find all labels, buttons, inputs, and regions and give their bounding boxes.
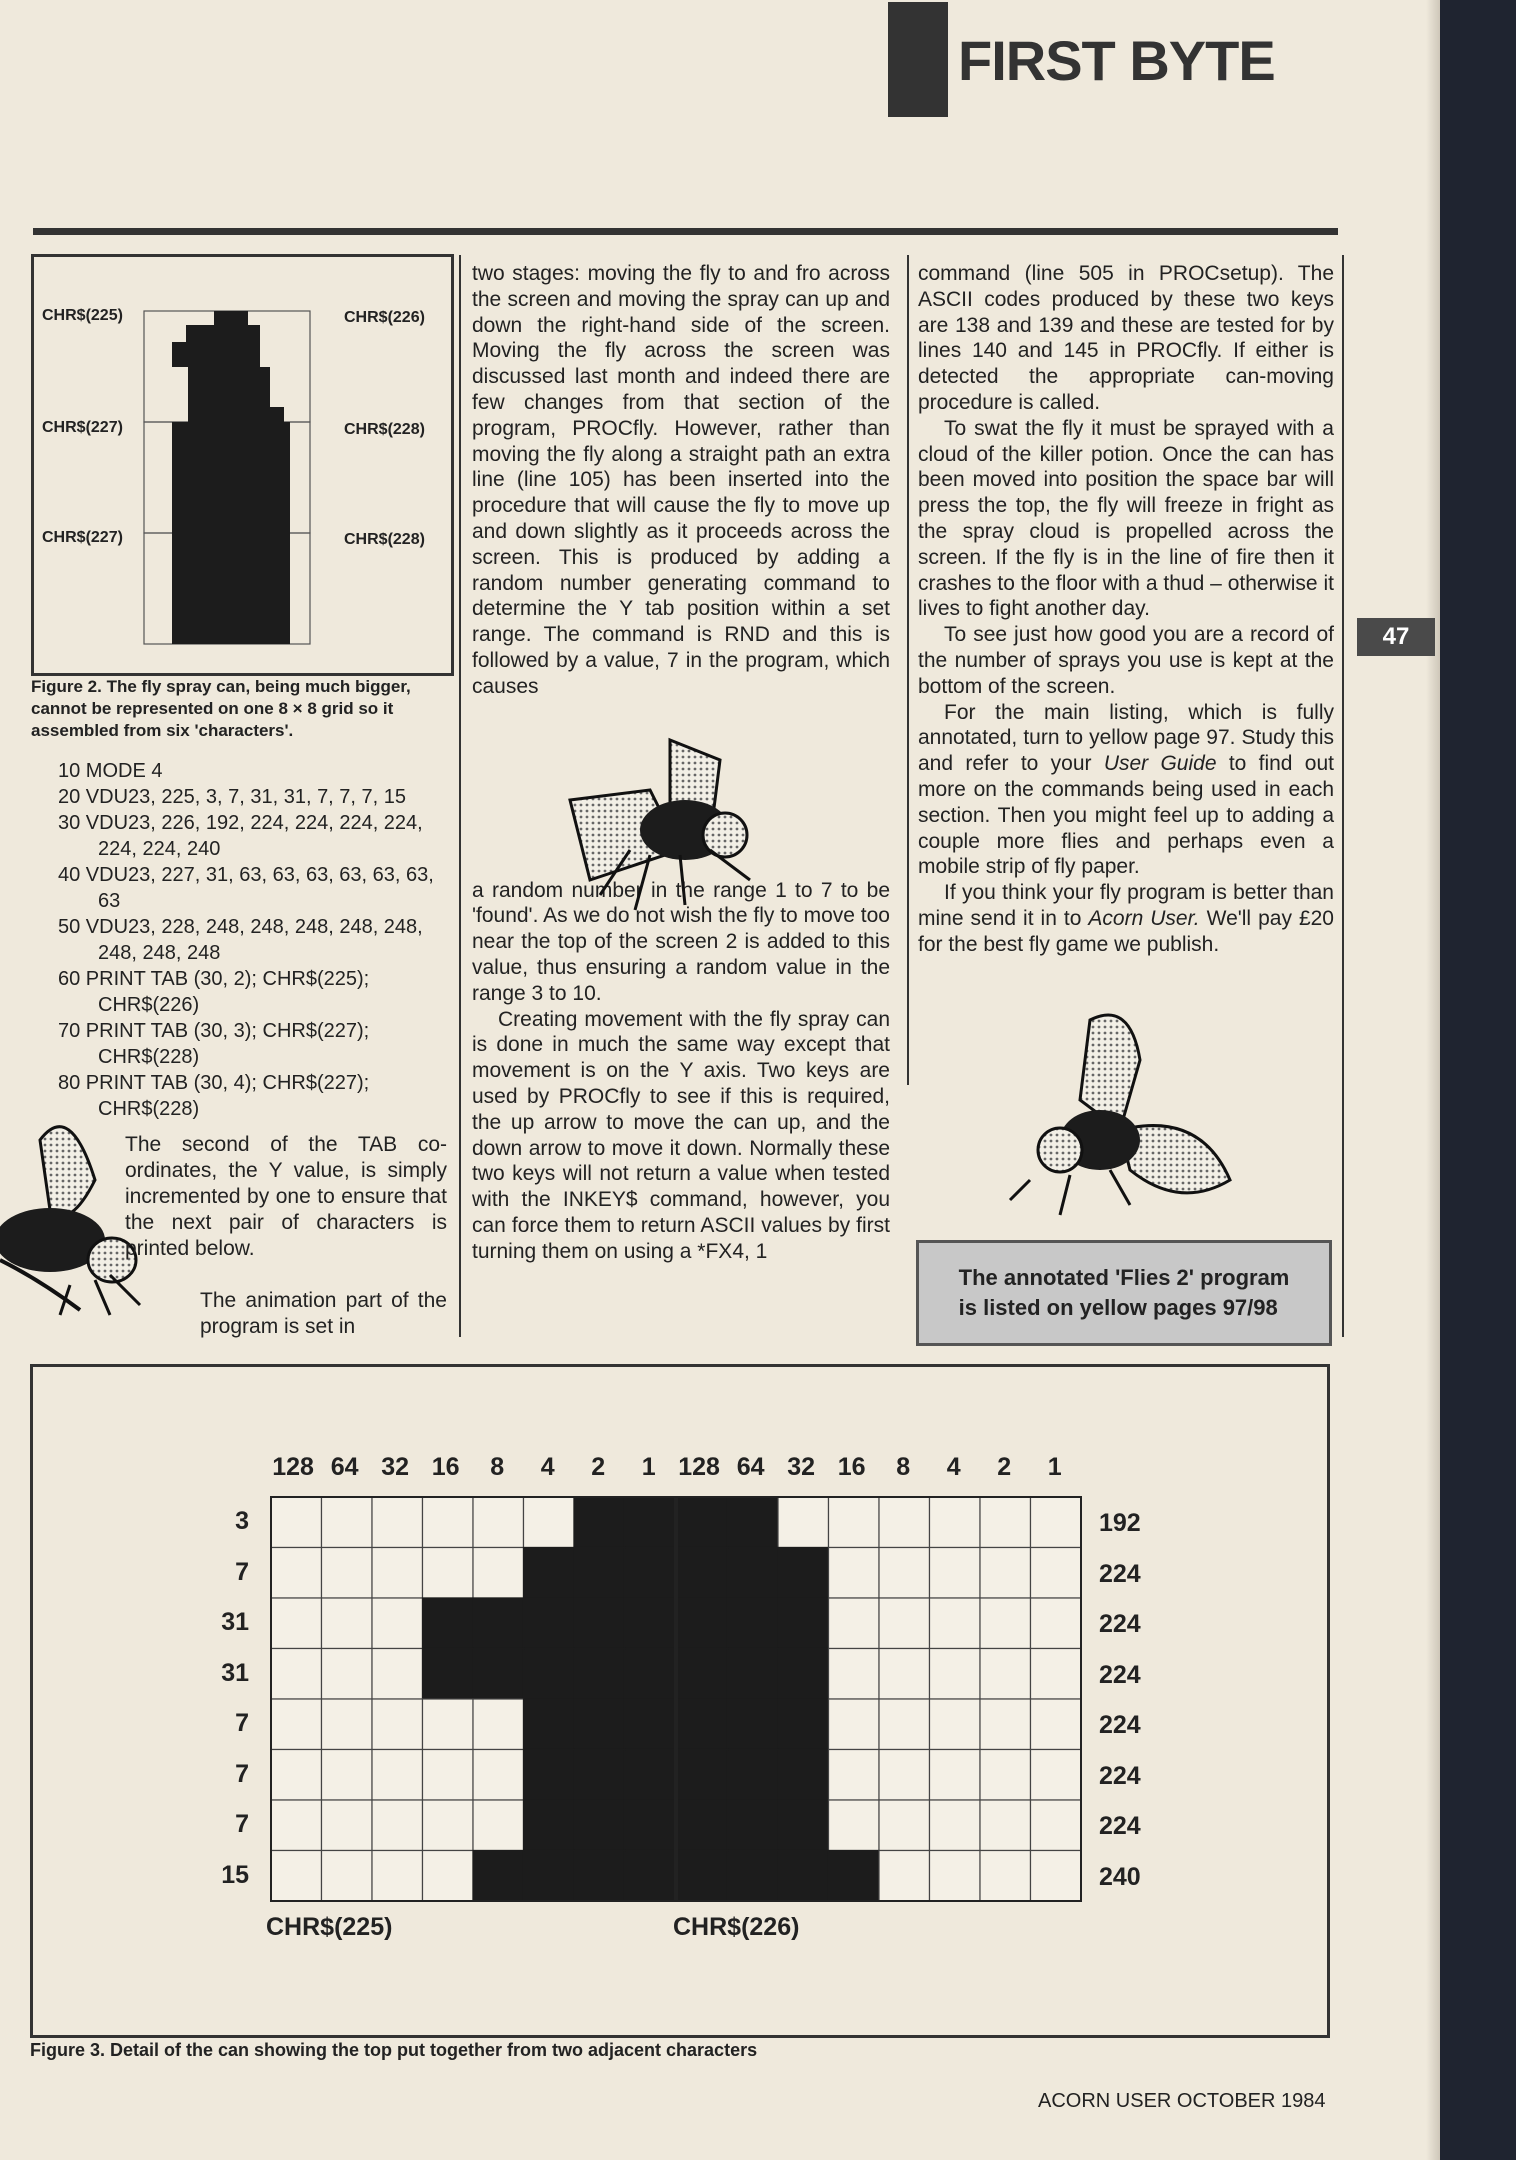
bit-value-header: 128 bbox=[678, 1453, 720, 1481]
right-bit-cell bbox=[930, 1497, 981, 1548]
left-bit-cell bbox=[423, 1598, 474, 1649]
right-bit-cell bbox=[728, 1800, 779, 1851]
bit-value-header: 4 bbox=[540, 1453, 555, 1481]
row-value-right: 224 bbox=[1099, 1812, 1141, 1840]
right-bit-cell bbox=[980, 1598, 1031, 1649]
right-bit-cell bbox=[1031, 1851, 1082, 1902]
left-bit-cell bbox=[322, 1497, 373, 1548]
right-bit-cell bbox=[778, 1497, 829, 1548]
right-bit-cell bbox=[677, 1851, 728, 1902]
left-bit-cell bbox=[423, 1548, 474, 1599]
left-bit-cell bbox=[322, 1598, 373, 1649]
bit-value-header: 4 bbox=[946, 1453, 961, 1481]
left-bit-cell bbox=[473, 1649, 524, 1700]
row-value-left: 7 bbox=[235, 1810, 249, 1838]
bit-value-header: 32 bbox=[381, 1453, 410, 1481]
left-bit-cell bbox=[625, 1649, 676, 1700]
right-bit-cell bbox=[930, 1649, 981, 1700]
left-bit-cell bbox=[271, 1851, 322, 1902]
left-bit-cell bbox=[524, 1750, 575, 1801]
right-bit-cell bbox=[778, 1851, 829, 1902]
code-line: 70 PRINT TAB (30, 3); CHR$(227); CHR$(228) bbox=[58, 1020, 370, 1068]
left-bit-cell bbox=[574, 1497, 625, 1548]
right-bit-cell bbox=[930, 1750, 981, 1801]
bit-value-header: 32 bbox=[787, 1453, 816, 1481]
code-line: 40 VDU23, 227, 31, 63, 63, 63, 63, 63, 63, 63 bbox=[58, 864, 434, 912]
left-bit-cell bbox=[372, 1851, 423, 1902]
left-bit-cell bbox=[574, 1649, 625, 1700]
bit-value-header: 2 bbox=[591, 1453, 606, 1481]
left-bit-cell bbox=[271, 1750, 322, 1801]
left-bit-cell bbox=[423, 1750, 474, 1801]
left-bit-cell bbox=[423, 1497, 474, 1548]
right-bit-cell bbox=[1031, 1750, 1082, 1801]
left-bit-cell bbox=[271, 1800, 322, 1851]
char-label-right: CHR$(226) bbox=[673, 1913, 800, 1941]
right-bit-cell bbox=[677, 1598, 728, 1649]
right-bit-cell bbox=[829, 1548, 880, 1599]
right-bit-cell bbox=[980, 1800, 1031, 1851]
right-bit-cell bbox=[930, 1548, 981, 1599]
left-bit-cell bbox=[524, 1497, 575, 1548]
col3-paragraph: For the main listing, which is fully annotated, turn to yellow page 97. Study this and refer to your User Guide to find out more on the commands being used in each section. Then you might feel up to adding a couple more flies and perhaps even a mobile strip of fly paper. bbox=[918, 700, 1334, 879]
left-bit-cell bbox=[372, 1497, 423, 1548]
right-bit-cell bbox=[879, 1851, 930, 1902]
chr-label: CHR$(228) bbox=[344, 531, 425, 548]
column-divider bbox=[459, 255, 461, 1337]
fly-illustration bbox=[1000, 1000, 1250, 1230]
left-bit-cell bbox=[372, 1649, 423, 1700]
left-bit-cell bbox=[625, 1750, 676, 1801]
left-bit-cell bbox=[322, 1548, 373, 1599]
left-bit-cell bbox=[423, 1649, 474, 1700]
figure-2 bbox=[31, 254, 454, 676]
row-value-right: 224 bbox=[1099, 1761, 1141, 1790]
code-line: 50 VDU23, 228, 248, 248, 248, 248, 248, 248, 248, 248 bbox=[58, 916, 423, 964]
code-line: 10 MODE 4 bbox=[58, 760, 163, 782]
row-value-left: 7 bbox=[235, 1709, 249, 1737]
col3-paragraph: command (line 505 in PROCsetup). The ASCII codes produced by these two keys are 138 and 139 and these are tested for by lines 140 and 145 in PROCfly. If either is detected the appropriate can-moving procedure is called. bbox=[918, 262, 1334, 414]
left-bit-cell bbox=[524, 1800, 575, 1851]
header-block bbox=[888, 2, 948, 117]
right-bit-cell bbox=[829, 1699, 880, 1750]
right-bit-cell bbox=[980, 1851, 1031, 1902]
code-line: 30 VDU23, 226, 192, 224, 224, 224, 224, 224, 224, 240 bbox=[58, 812, 423, 860]
right-bit-cell bbox=[930, 1699, 981, 1750]
left-bit-cell bbox=[322, 1649, 373, 1700]
right-bit-cell bbox=[778, 1598, 829, 1649]
right-bit-cell bbox=[980, 1497, 1031, 1548]
right-bit-cell bbox=[728, 1750, 779, 1801]
left-bit-cell bbox=[625, 1800, 676, 1851]
chr-label: CHR$(225) bbox=[42, 307, 123, 324]
row-value-left: 7 bbox=[235, 1557, 249, 1586]
right-bit-cell bbox=[879, 1598, 930, 1649]
left-bit-cell bbox=[271, 1649, 322, 1700]
right-bit-cell bbox=[980, 1750, 1031, 1801]
left-bit-cell bbox=[473, 1851, 524, 1902]
right-bit-cell bbox=[879, 1699, 930, 1750]
right-bit-cell bbox=[778, 1649, 829, 1700]
listing-note-line: The annotated 'Flies 2' program bbox=[958, 1265, 1290, 1290]
col2-paragraph: Creating movement with the fly spray can is done in much the same way except that movement is on the Y axis. Two keys are used by PROCfly to see if this is required, the up arrow to move the can up, and the down arrow to move it down. Normally these two keys will not return a value when tested with the INKEY$ command, however, you can force them to return ASCII values by first turning them on using a *FX4, 1 bbox=[472, 1007, 890, 1263]
left-bit-cell bbox=[271, 1548, 322, 1599]
right-bit-cell bbox=[677, 1497, 728, 1548]
column-3 bbox=[918, 261, 1334, 958]
page-number-tab: 47 bbox=[1357, 618, 1435, 656]
column-divider bbox=[907, 255, 909, 1085]
row-value-left: 3 bbox=[235, 1507, 249, 1535]
col2-paragraph: two stages: moving the fly to and fro across the screen and moving the spray can up and down the right-hand side of the screen. Moving the fly across the screen was discussed last month and indeed there are few changes from that section of the program, PROCfly. However, rather than moving the fly along a straight path an extra line (line 105) has been inserted into the procedure that will cause the fly to move up and down slightly as it proceeds across the screen. This is produced by adding a random number generating command to determine the Y tab position within a set range. The command is RND and this is followed by a value, 7 in the program, which causes bbox=[472, 262, 890, 698]
bit-value-header: 64 bbox=[330, 1453, 359, 1481]
left-bit-cell bbox=[574, 1851, 625, 1902]
header-rule bbox=[33, 228, 1338, 235]
right-bit-cell bbox=[778, 1548, 829, 1599]
right-bit-cell bbox=[778, 1699, 829, 1750]
left-bit-cell bbox=[271, 1598, 322, 1649]
right-bit-cell bbox=[677, 1649, 728, 1700]
left-bit-cell bbox=[322, 1699, 373, 1750]
col3-paragraph: To see just how good you are a record of the number of sprays you use is kept at the bottom of the screen. bbox=[918, 623, 1334, 698]
right-bit-cell bbox=[1031, 1699, 1082, 1750]
left-bit-cell bbox=[625, 1497, 676, 1548]
listing-note-box bbox=[916, 1240, 1332, 1346]
left-bit-cell bbox=[574, 1800, 625, 1851]
fly-illustration bbox=[560, 730, 790, 920]
left-bit-cell bbox=[372, 1548, 423, 1599]
bit-value-header: 1 bbox=[1047, 1453, 1062, 1481]
left-bit-cell bbox=[524, 1548, 575, 1599]
right-bit-cell bbox=[677, 1699, 728, 1750]
right-bit-cell bbox=[677, 1750, 728, 1801]
row-value-right: 240 bbox=[1099, 1862, 1141, 1891]
left-bit-cell bbox=[372, 1800, 423, 1851]
left-bit-cell bbox=[271, 1497, 322, 1548]
right-bit-cell bbox=[829, 1497, 880, 1548]
left-bit-cell bbox=[524, 1649, 575, 1700]
chr-label: CHR$(227) bbox=[42, 419, 123, 436]
footer: ACORN USER OCTOBER 1984 bbox=[1038, 2090, 1326, 2112]
left-bit-cell bbox=[322, 1750, 373, 1801]
left-bit-cell bbox=[473, 1598, 524, 1649]
column-divider bbox=[1342, 255, 1344, 1337]
left-bit-cell bbox=[423, 1699, 474, 1750]
right-bit-cell bbox=[879, 1497, 930, 1548]
col1-paragraph: The animation part of the program is set in bbox=[200, 1289, 447, 1338]
section-title: FIRST BYTE bbox=[958, 29, 1275, 92]
code-line: 20 VDU23, 225, 3, 7, 31, 31, 7, 7, 7, 15 bbox=[58, 786, 407, 808]
figure-2-caption: Figure 2. The fly spray can, being much bigger, cannot be represented on one 8 × 8 grid so it assembled from six 'characters'. bbox=[31, 677, 411, 740]
right-bit-cell bbox=[728, 1699, 779, 1750]
right-bit-cell bbox=[980, 1548, 1031, 1599]
left-bit-cell bbox=[473, 1750, 524, 1801]
bit-value-header: 2 bbox=[997, 1453, 1012, 1481]
right-bit-cell bbox=[728, 1649, 779, 1700]
code-line: 60 PRINT TAB (30, 2); CHR$(225); CHR$(226) bbox=[58, 968, 370, 1016]
col1-paragraph: The second of the TAB co-ordinates, the Y value, is simply incremented by one to ensure that the next pair of characters is printed below. bbox=[125, 1133, 447, 1260]
left-bit-cell bbox=[473, 1800, 524, 1851]
right-bit-cell bbox=[930, 1851, 981, 1902]
left-bit-cell bbox=[271, 1699, 322, 1750]
right-bit-cell bbox=[879, 1800, 930, 1851]
right-bit-cell bbox=[879, 1548, 930, 1599]
left-bit-cell bbox=[322, 1851, 373, 1902]
left-bit-cell bbox=[473, 1699, 524, 1750]
left-bit-cell bbox=[574, 1699, 625, 1750]
bit-value-header: 8 bbox=[896, 1453, 911, 1481]
right-bit-cell bbox=[930, 1800, 981, 1851]
chr-label: CHR$(228) bbox=[344, 421, 425, 438]
left-bit-cell bbox=[574, 1750, 625, 1801]
left-bit-cell bbox=[524, 1598, 575, 1649]
bit-value-header: 8 bbox=[490, 1453, 505, 1481]
left-bit-cell bbox=[423, 1851, 474, 1902]
left-bit-cell bbox=[473, 1548, 524, 1599]
left-bit-cell bbox=[423, 1800, 474, 1851]
right-bit-cell bbox=[980, 1649, 1031, 1700]
chr-label: CHR$(226) bbox=[344, 309, 425, 326]
left-bit-cell bbox=[524, 1851, 575, 1902]
right-bit-cell bbox=[829, 1598, 880, 1649]
right-bit-cell bbox=[728, 1548, 779, 1599]
left-bit-cell bbox=[473, 1497, 524, 1548]
right-bit-cell bbox=[1031, 1598, 1082, 1649]
row-value-right: 224 bbox=[1099, 1711, 1141, 1739]
right-bit-cell bbox=[728, 1851, 779, 1902]
row-value-left: 15 bbox=[221, 1860, 249, 1889]
left-bit-cell bbox=[574, 1598, 625, 1649]
row-value-right: 224 bbox=[1099, 1559, 1141, 1588]
binding-spine bbox=[1440, 0, 1516, 2160]
left-bit-cell bbox=[625, 1548, 676, 1599]
row-value-right: 224 bbox=[1099, 1610, 1141, 1638]
row-value-left: 7 bbox=[235, 1759, 249, 1788]
col3-paragraph: To swat the fly it must be sprayed with a cloud of the killer potion. Once the can has been moved into position the space bar will press the top, the fly will freeze in fright as the spray cloud is propelled across the screen. If the fly is in the line of fire then it crashes to the floor with a thud – otherwise it lives to fight another day. bbox=[918, 416, 1334, 621]
right-bit-cell bbox=[778, 1800, 829, 1851]
right-bit-cell bbox=[728, 1497, 779, 1548]
row-value-right: 192 bbox=[1099, 1509, 1141, 1537]
right-bit-cell bbox=[1031, 1548, 1082, 1599]
bit-value-header: 16 bbox=[837, 1453, 866, 1481]
left-bit-cell bbox=[322, 1800, 373, 1851]
row-value-left: 31 bbox=[221, 1658, 249, 1687]
figure-3 bbox=[30, 1364, 1330, 2038]
left-bit-cell bbox=[574, 1548, 625, 1599]
right-bit-cell bbox=[829, 1649, 880, 1700]
right-bit-cell bbox=[1031, 1800, 1082, 1851]
right-bit-cell bbox=[980, 1699, 1031, 1750]
left-bit-cell bbox=[372, 1699, 423, 1750]
right-bit-cell bbox=[1031, 1649, 1082, 1700]
col3-paragraph: If you think your fly program is better than mine send it in to Acorn User. We'll pay £20 for the best fly game we publish. bbox=[918, 881, 1334, 956]
right-bit-cell bbox=[930, 1598, 981, 1649]
code-line: 80 PRINT TAB (30, 4); CHR$(227); CHR$(228) bbox=[58, 1072, 370, 1120]
right-bit-cell bbox=[778, 1750, 829, 1801]
left-bit-cell bbox=[372, 1750, 423, 1801]
left-bit-cell bbox=[625, 1851, 676, 1902]
left-bit-cell bbox=[625, 1699, 676, 1750]
right-bit-cell bbox=[829, 1800, 880, 1851]
left-bit-cell bbox=[625, 1598, 676, 1649]
bit-value-header: 16 bbox=[431, 1453, 460, 1481]
listing-note-line: is listed on yellow pages 97/98 bbox=[958, 1295, 1278, 1320]
right-bit-cell bbox=[879, 1750, 930, 1801]
right-bit-cell bbox=[677, 1548, 728, 1599]
right-bit-cell bbox=[879, 1649, 930, 1700]
code-listing bbox=[58, 758, 450, 1122]
figure-3-caption: Figure 3. Detail of the can showing the top put together from two adjacent characters bbox=[30, 2040, 758, 2060]
spray-can-shape bbox=[172, 311, 290, 644]
right-bit-cell bbox=[829, 1851, 880, 1902]
chr-label: CHR$(227) bbox=[42, 529, 123, 546]
char-label-left: CHR$(225) bbox=[266, 1913, 393, 1941]
right-bit-cell bbox=[677, 1800, 728, 1851]
bit-value-header: 1 bbox=[641, 1453, 656, 1481]
col2-paragraph: a random number in the range 1 to 7 to be 'found'. As we do not wish the fly to move too near the top of the screen 2 is added to this value, thus ensuring a random value in the range 3 to 10. bbox=[472, 878, 890, 1005]
bit-value-header: 64 bbox=[736, 1453, 765, 1481]
right-bit-cell bbox=[728, 1598, 779, 1649]
right-bit-cell bbox=[829, 1750, 880, 1801]
left-bit-cell bbox=[372, 1598, 423, 1649]
left-bit-cell bbox=[524, 1699, 575, 1750]
bit-value-header: 128 bbox=[272, 1453, 314, 1481]
row-value-right: 224 bbox=[1099, 1660, 1141, 1689]
right-bit-cell bbox=[1031, 1497, 1082, 1548]
row-value-left: 31 bbox=[221, 1608, 249, 1636]
